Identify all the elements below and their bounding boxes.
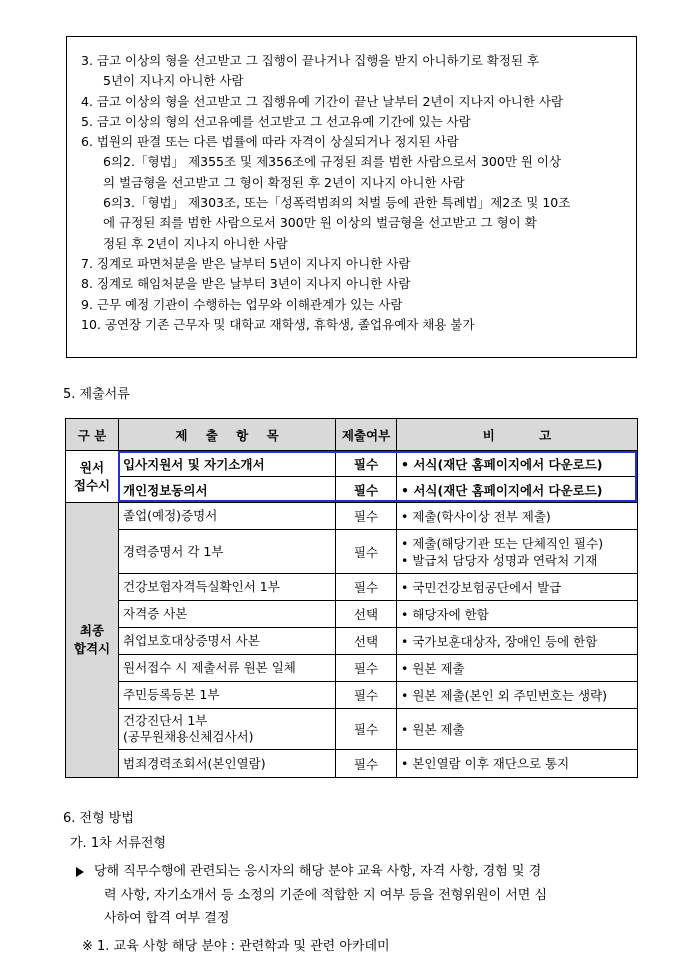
table-row [66, 628, 638, 655]
note-cell: • 서식(재단 홈페이지에서 다운로드) [397, 451, 638, 477]
group-application: 원서 접수시 [66, 451, 119, 503]
required-cell: 필수 [336, 477, 397, 503]
table-row [66, 574, 638, 601]
table-row [66, 503, 638, 530]
required-cell: 선택 [336, 601, 397, 628]
header-required: 제출여부 [336, 419, 397, 451]
box-line: 8. 징계로 해임처분을 받은 날부터 3년이 지나지 아니한 사람 [81, 276, 411, 292]
item-cell: 건강진단서 1부 (공무원채용신체검사서) [119, 709, 336, 750]
box-line: 9. 근무 예정 기관이 수행하는 업무와 이해관계가 있는 사람 [81, 296, 403, 312]
item-cell: 입사지원서 및 자기소개서 [119, 451, 336, 477]
required-cell: 필수 [336, 503, 397, 530]
item-cell: 원서접수 시 제출서류 원본 일체 [119, 655, 336, 682]
note-cell: • 서식(재단 홈페이지에서 다운로드) [397, 477, 638, 503]
box-line: 정된 후 2년이 지나지 아니한 사람 [103, 235, 288, 251]
item-cell: 자격증 사본 [119, 601, 336, 628]
note-cell: • 제출(학사이상 전부 제출) [397, 503, 638, 530]
paragraph-text: 력 사항, 자기소개서 등 소정의 기준에 적합한 지 여부 등을 전형위원이 서면 심 [104, 887, 548, 903]
table-row [66, 655, 638, 682]
note-cell: • 원본 제출 [397, 709, 638, 750]
screening-paragraph [76, 860, 547, 931]
box-line: 10. 공연장 기존 근무자 및 대학교 재학생, 휴학생, 졸업유예자 채용 불가 [81, 316, 475, 332]
paragraph-text: 사하여 합격 여부 결정 [104, 911, 230, 926]
required-cell: 필수 [336, 574, 397, 601]
required-cell: 필수 [336, 750, 397, 778]
item-cell: 졸업(예정)증명서 [119, 503, 336, 530]
table-row [66, 451, 638, 477]
box-line: 의 벌금형을 선고받고 그 형이 확정된 후 2년이 지나지 아니한 사람 [103, 174, 465, 190]
note-line: ※ 1. 교육 사항 해당 분야 : 관련학과 및 관련 아카데미 [82, 939, 390, 954]
item-cell: 취업보호대상증명서 사본 [119, 628, 336, 655]
group-final: 최종 합격시 [66, 503, 119, 778]
note-cell: • 국민건강보험공단에서 발급 [397, 574, 638, 601]
box-line: 7. 징계로 파면처분을 받은 날부터 5년이 지나지 아니한 사람 [81, 255, 411, 271]
item-cell: 개인정보동의서 [119, 477, 336, 503]
box-line: 5년이 지나지 아니한 사람 [103, 73, 244, 89]
required-cell: 선택 [336, 628, 397, 655]
table-header [66, 419, 638, 451]
note-cell: • 제출(해당기관 또는 단체직인 필수) • 발급처 담당자 성명과 연락처 기재 [397, 530, 638, 574]
box-line: 3. 금고 이상의 형을 선고받고 그 집행이 끝나거나 집행을 받지 아니하기로 확정된 후 [81, 53, 540, 68]
subsection-title: 가. 1차 서류전형 [70, 836, 167, 851]
required-cell: 필수 [336, 682, 397, 709]
note-cell: • 해당자에 한함 [397, 601, 638, 628]
item-cell: 건강보험자격득실확인서 1부 [119, 574, 336, 601]
note-cell: • 원본 제출(본인 외 주민번호는 생략) [397, 682, 638, 709]
note-cell: • 원본 제출 [397, 655, 638, 682]
box-line: 6의2.「형법」 제355조 및 제356조에 규정된 죄를 범한 사람으로서 300만 원 이상 [103, 154, 562, 170]
header-item: 제 출 항 목 [119, 419, 336, 451]
item-cell: 범죄경력조회서(본인열람) [119, 750, 336, 778]
required-cell: 필수 [336, 530, 397, 574]
box-line: 5. 금고 이상의 형의 선고유예를 선고받고 그 선고유예 기간에 있는 사람 [81, 113, 471, 129]
paragraph-text: 당해 직무수행에 관련되는 응시자의 해당 분야 교육 사항, 자격 사항, 경험 및 경 [94, 864, 542, 879]
table-row [66, 477, 638, 503]
box-line: 에 규정된 죄를 범한 사람으로서 300만 원 이상의 벌금형을 선고받고 그 형이 확 [103, 215, 537, 231]
note-cell: • 본인열람 이후 재단으로 통지 [397, 750, 638, 778]
section-6-title: 6. 전형 방법 [63, 811, 134, 826]
disqualification-box [66, 36, 637, 358]
header-note: 비 고 [397, 419, 638, 451]
header-category: 구 분 [66, 419, 119, 451]
item-cell: 주민등록등본 1부 [119, 682, 336, 709]
required-cell: 필수 [336, 709, 397, 750]
section-5-title: 5. 제출서류 [63, 387, 130, 402]
box-line: 6. 법원의 판결 또는 다른 법률에 따라 자격이 상실되거나 정지된 사람 [81, 134, 459, 150]
item-cell: 경력증명서 각 1부 [119, 530, 336, 574]
required-cell: 필수 [336, 451, 397, 477]
paragraph-line [76, 907, 547, 931]
table-row [66, 601, 638, 628]
table-row [66, 750, 638, 778]
table-row [66, 530, 638, 574]
box-line: 4. 금고 이상의 형을 선고받고 그 집행유예 기간이 끝난 날부터 2년이 지나지 아니한 사람 [81, 93, 564, 109]
paragraph-line [76, 860, 547, 884]
table-row [66, 682, 638, 709]
note-cell: • 국가보훈대상자, 장애인 등에 한함 [397, 628, 638, 655]
documents-table [65, 418, 638, 778]
paragraph-line [76, 884, 547, 908]
triangle-bullet-icon [76, 867, 84, 877]
table-row [66, 709, 638, 750]
box-line: 6의3.「형법」 제303조, 또는「성폭력범죄의 처벌 등에 관한 특례법」제2조 및 10조 [103, 195, 571, 211]
required-cell: 필수 [336, 655, 397, 682]
